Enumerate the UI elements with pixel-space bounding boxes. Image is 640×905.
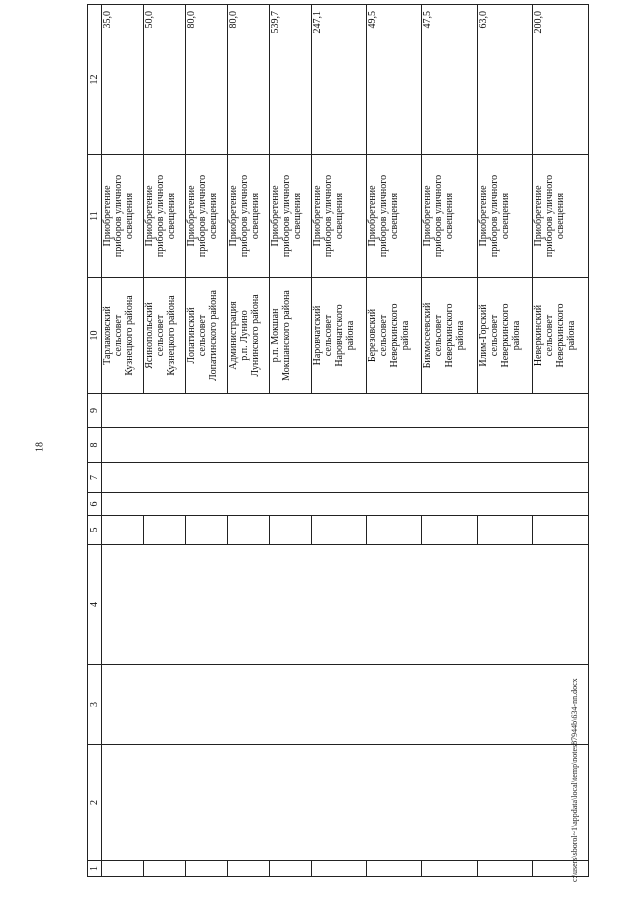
table-cell	[102, 394, 589, 428]
municipality-cell: Неверкинский сельсовет Неверкинского района	[533, 278, 589, 394]
municipality-cell: Тарлаковский сельсовет Кузнецкого района	[102, 278, 144, 394]
data-table	[87, 4, 589, 877]
table-cell	[367, 516, 422, 545]
table-cell	[185, 861, 227, 877]
header-row	[88, 5, 102, 877]
municipality-cell: р.п. Мокшан Мокшанского района	[269, 278, 311, 394]
municipality-cell: Илим-Горский сельсовет Неверкинского района	[477, 278, 532, 394]
column-header: 11	[88, 155, 102, 278]
purpose-cell: Приобретение приборов уличного освещения	[143, 155, 185, 278]
municipality-cell: Администрация р.п. Лунино Лунинского района	[227, 278, 269, 394]
amount-cell: 80,0	[227, 5, 269, 155]
purpose-cell: Приобретение приборов уличного освещения	[311, 155, 366, 278]
table-cell	[533, 516, 589, 545]
column-header: 3	[88, 665, 102, 745]
amount-cell: 80,0	[185, 5, 227, 155]
table-cell	[102, 493, 589, 516]
purpose-cell: Приобретение приборов уличного освещения	[533, 155, 589, 278]
column-header: 9	[88, 394, 102, 428]
rotated-table-container	[87, 11, 589, 877]
table-cell	[422, 516, 477, 545]
purpose-cell: Приобретение приборов уличного освещения	[269, 155, 311, 278]
table-cell	[102, 861, 144, 877]
municipality-cell: Березовский сельсовет Неверкинского района	[367, 278, 422, 394]
table-cell	[422, 861, 477, 877]
column-header: 2	[88, 745, 102, 861]
amount-cell: 49,5	[367, 5, 422, 155]
column-header: 8	[88, 428, 102, 463]
purpose-cell: Приобретение приборов уличного освещения	[367, 155, 422, 278]
municipality-cell: Бикмосеевский сельсовет Неверкинского района	[422, 278, 477, 394]
amount-cell: 50,0	[143, 5, 185, 155]
table-cell	[269, 516, 311, 545]
column-header: 6	[88, 493, 102, 516]
column-header: 12	[88, 5, 102, 155]
column-header: 10	[88, 278, 102, 394]
column-header: 5	[88, 516, 102, 545]
table-cell	[533, 861, 589, 877]
amount-cell: 247,1	[311, 5, 366, 155]
table-row	[102, 5, 144, 877]
column-header: 7	[88, 463, 102, 493]
table-cell	[143, 516, 185, 545]
amount-cell: 47,5	[422, 5, 477, 155]
purpose-cell: Приобретение приборов уличного освещения	[227, 155, 269, 278]
table-cell	[367, 861, 422, 877]
table-cell	[185, 516, 227, 545]
municipality-cell: Ясинопольский сельсовет Кузнецкого района	[143, 278, 185, 394]
purpose-cell: Приобретение приборов уличного освещения	[185, 155, 227, 278]
table-cell	[269, 861, 311, 877]
table-cell	[102, 428, 589, 463]
table-cell	[102, 665, 589, 745]
municipality-cell: Лопатинский сельсовет Лопатинского района	[185, 278, 227, 394]
table-cell	[102, 516, 144, 545]
table-cell	[227, 861, 269, 877]
purpose-cell: Приобретение приборов уличного освещения	[422, 155, 477, 278]
table-cell	[102, 463, 589, 493]
table-cell	[143, 861, 185, 877]
column-header: 1	[88, 861, 102, 877]
purpose-cell: Приобретение приборов уличного освещения	[102, 155, 144, 278]
table-cell	[477, 861, 532, 877]
table-cell	[477, 516, 532, 545]
municipality-cell: Наровчатский сельсовет Наровчатского района	[311, 278, 366, 394]
amount-cell: 63,0	[477, 5, 532, 155]
amount-cell: 35,0	[102, 5, 144, 155]
table-cell	[311, 861, 366, 877]
purpose-cell: Приобретение приборов уличного освещения	[477, 155, 532, 278]
table-cell	[102, 545, 589, 665]
column-header: 4	[88, 545, 102, 665]
table-cell	[102, 745, 589, 861]
table-cell	[227, 516, 269, 545]
table-cell	[311, 516, 366, 545]
page-number: 18	[34, 442, 46, 452]
amount-cell: 200,0	[533, 5, 589, 155]
amount-cell: 539,7	[269, 5, 311, 155]
file-path-footer: c:\users\sborol~1\appdata\local\temp\notes87944b\634-nn.docx	[570, 678, 579, 882]
